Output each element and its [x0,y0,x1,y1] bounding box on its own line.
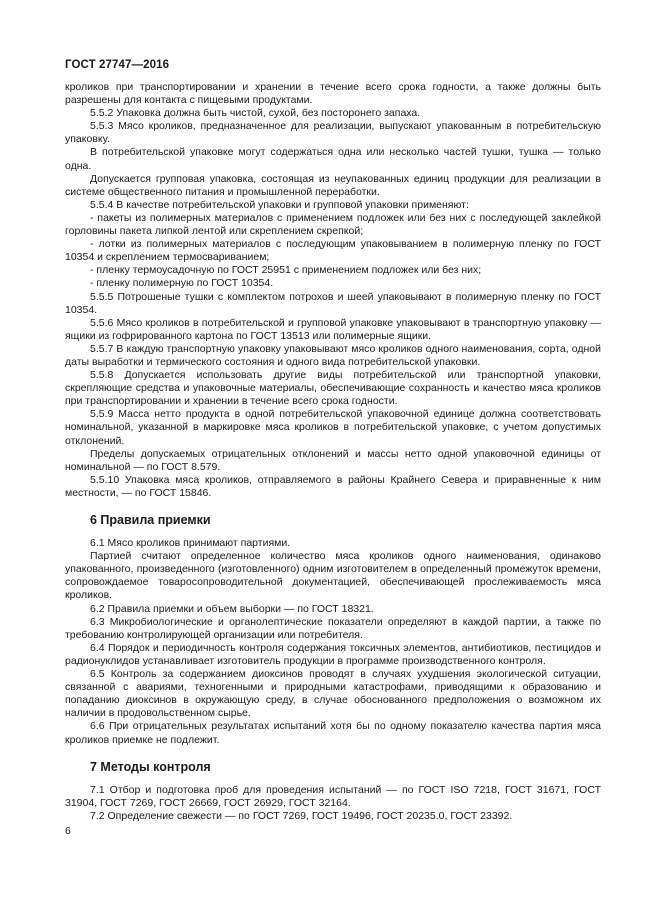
paragraph: Допускается групповая упаковка, состоящая из неупакованных единиц продукции для реализации в системе общественного питания и промышленной переработки. [65,172,601,198]
paragraph: 7.2 Определение свежести — по ГОСТ 7269, ГОСТ 19496, ГОСТ 20235.0, ГОСТ 23392. [90,809,513,822]
paragraph: В потребительской упаковке могут содержаться одна или несколько частей тушки, тушка — только одна. [65,146,601,172]
paragraph: 5.5.4 В качестве потребительской упаковки и групповой упаковки применяют: [90,198,469,211]
paragraph: 6.6 При отрицательных результатах испытаний хотя бы по одному показателю качества партия мяса кроликов приемке не подлежит. [65,720,601,746]
paragraph: 5.5.3 Мясо кроликов, предназначенное для реализации, выпускают упакованным в потребительскую упаковку. [65,120,601,146]
section-heading: 7 Методы контроля [90,759,211,774]
section-heading: 6 Правила приемки [90,513,211,527]
paragraph: - пленку термоусадочную по ГОСТ 25951 с применением подложек или без них; [90,264,482,277]
paragraph: Партией считают определенное количество мяса кроликов одного наименования, одинаково упакованного, произведенного (изготовленного) одним изготовителем в определенный промежуток времени, сопровождаемое товаросопроводительной документацией, обеспечивающей прослеживаемость мяса кроликов. [65,550,601,602]
paragraph: 7.1 Отбор и подготовка проб для проведения испытаний — по ГОСТ ISO 7218, ГОСТ 31671, ГОСТ 31904, ГОСТ 7269, ГОСТ 26669, ГОСТ 26929, ГОСТ 32164. [65,783,601,809]
paragraph: 6.1 Мясо кроликов принимают партиями. [90,537,291,550]
paragraph: - пленку полимерную по ГОСТ 10354. [90,277,274,290]
paragraph: 6.3 Микробиологические и органолептические показатели определяют в каждой партии, а также по требованию контролирующей организации или потребителя. [65,615,601,641]
paragraph: 5.5.10 Упаковка мяса кроликов, отправляемого в районы Крайнего Севера и приравненные к ним местности, — по ГОСТ 15846. [65,473,601,499]
page-number: 6 [65,825,71,837]
paragraph: 6.2 Правила приемки и объем выборки — по ГОСТ 18321. [90,602,374,615]
document-body [65,81,601,823]
paragraph: Пределы допускаемых отрицательных отклонений и массы нетто одной упаковочной единицы от номинальной — по ГОСТ 8.579. [65,447,601,473]
paragraph: 6.5 Контроль за содержанием диоксинов проводят в случаях ухудшения экологической ситуации, связанной с авариями, техногенными и природными катастрофами, приводящими к образованию и попаданию диоксинов в окружающую среду, в случае обоснованного предположения о возможном их наличии в продовольственном сырье. [65,668,601,720]
document-header: ГОСТ 27747—2016 [65,59,170,71]
paragraph: кроликов при транспортировании и хранении в течение всего срока годности, а также должны быть разрешены для контакта с пищевыми продуктами. [65,81,601,107]
paragraph: 5.5.2 Упаковка должна быть чистой, сухой, без посторонего запаха. [90,107,421,120]
paragraph: 5.5.5 Потрошеные тушки с комплектом потрохов и шеей упаковывают в полимерную пленку по ГОСТ 10354. [65,290,601,316]
paragraph: 5.5.6 Мясо кроликов в потребительской и групповой упаковке упаковывают в транспортную упаковку — ящики из гофрированного картона по ГОСТ 13513 или полимерные ящики. [65,316,601,342]
paragraph: - лотки из полимерных материалов с последующим упаковыванием в полимерную пленку по ГОСТ 10354 и скреплением термосвариванием; [65,238,601,264]
paragraph: 5.5.9 Масса нетто продукта в одной потребительской упаковочной единице должна соответствовать номинальной, указанной в маркировке мяса кроликов в потребительской упаковке, с учетом допустимых отклонений. [65,408,601,447]
paragraph: 5.5.8 Допускается использовать другие виды потребительской или транспортной упаковки, скрепляющие средства и упаковочные материалы, обеспечивающие сохранность и качество мяса кроликов при транспортировании и хранении в течение всего срока годности. [65,369,601,408]
paragraph: 6.4 Порядок и периодичность контроля содержания токсичных элементов, антибиотиков, пестицидов и радионуклидов устанавливает изготовитель продукции в программе производственного контроля. [65,641,601,667]
paragraph: 5.5.7 В каждую транспортную упаковку упаковывают мясо кроликов одного наименования, сорта, одной даты выработки и термического состояния и одного вида потребительской упаковки. [65,342,601,368]
paragraph: - пакеты из полимерных материалов с применением подложек или без них с последующей заклейкой горловины пакета липкой лентой или скреплением скрепкой; [65,211,601,238]
